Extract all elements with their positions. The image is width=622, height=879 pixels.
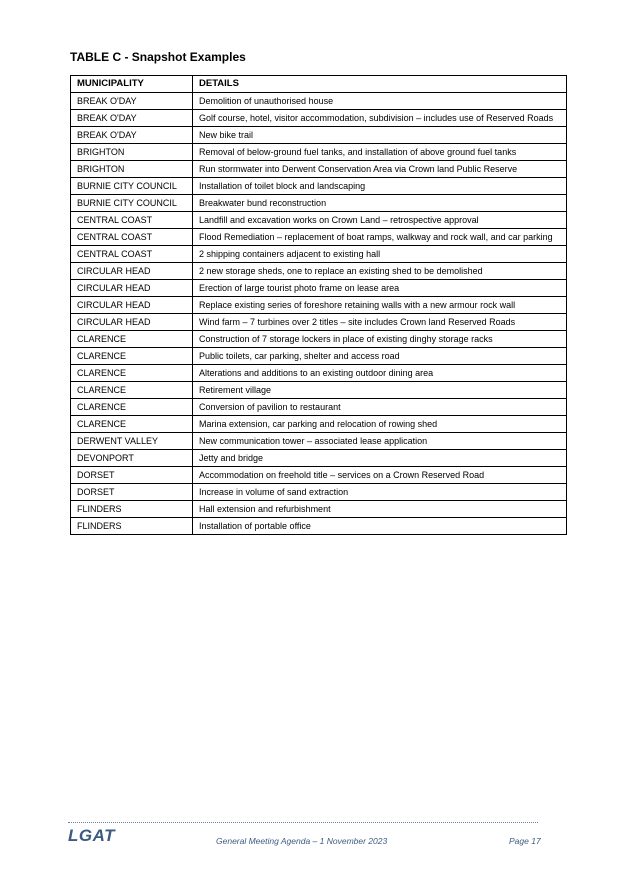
table-row (71, 263, 567, 280)
table-row (71, 382, 567, 399)
details-cell: Landfill and excavation works on Crown Land – retrospective approval (193, 212, 567, 229)
municipality-cell: CLARENCE (71, 399, 193, 416)
details-cell: 2 new storage sheds, one to replace an existing shed to be demolished (193, 263, 567, 280)
table-heading: TABLE C - Snapshot Examples (70, 50, 246, 64)
table-row (71, 110, 567, 127)
table-row (71, 450, 567, 467)
municipality-cell: CLARENCE (71, 416, 193, 433)
details-cell: 2 shipping containers adjacent to existing hall (193, 246, 567, 263)
municipality-cell: CLARENCE (71, 365, 193, 382)
details-cell: Alterations and additions to an existing outdoor dining area (193, 365, 567, 382)
municipality-cell: CIRCULAR HEAD (71, 297, 193, 314)
footer-divider (68, 822, 538, 823)
municipality-cell: CIRCULAR HEAD (71, 280, 193, 297)
municipality-cell: FLINDERS (71, 518, 193, 535)
municipality-cell: DORSET (71, 484, 193, 501)
details-cell: Erection of large tourist photo frame on lease area (193, 280, 567, 297)
details-cell: Installation of portable office (193, 518, 567, 535)
details-cell: Conversion of pavilion to restaurant (193, 399, 567, 416)
municipality-header: MUNICIPALITY (71, 76, 193, 93)
municipality-cell: FLINDERS (71, 501, 193, 518)
municipality-cell: BRIGHTON (71, 144, 193, 161)
details-cell: New communication tower – associated lease application (193, 433, 567, 450)
table-row (71, 297, 567, 314)
municipality-cell: CLARENCE (71, 382, 193, 399)
details-cell: Hall extension and refurbishment (193, 501, 567, 518)
details-cell: Demolition of unauthorised house (193, 93, 567, 110)
table-row (71, 518, 567, 535)
details-cell: New bike trail (193, 127, 567, 144)
details-cell: Removal of below-ground fuel tanks, and installation of above ground fuel tanks (193, 144, 567, 161)
details-cell: Flood Remediation – replacement of boat ramps, walkway and rock wall, and car parking (193, 229, 567, 246)
details-cell: Retirement village (193, 382, 567, 399)
table-row (71, 467, 567, 484)
table-row (71, 501, 567, 518)
table-row (71, 399, 567, 416)
municipality-cell: CIRCULAR HEAD (71, 263, 193, 280)
municipality-cell: BURNIE CITY COUNCIL (71, 195, 193, 212)
table-row (71, 178, 567, 195)
details-cell: Breakwater bund reconstruction (193, 195, 567, 212)
table-row (71, 416, 567, 433)
municipality-cell: CENTRAL COAST (71, 229, 193, 246)
municipality-cell: BURNIE CITY COUNCIL (71, 178, 193, 195)
table-row (71, 331, 567, 348)
details-cell: Jetty and bridge (193, 450, 567, 467)
municipality-cell: BREAK O'DAY (71, 127, 193, 144)
table-row (71, 144, 567, 161)
details-cell: Wind farm – 7 turbines over 2 titles – site includes Crown land Reserved Roads (193, 314, 567, 331)
table-row (71, 93, 567, 110)
table-row (71, 229, 567, 246)
municipality-cell: BRIGHTON (71, 161, 193, 178)
municipality-cell: DEVONPORT (71, 450, 193, 467)
municipality-cell: BREAK O'DAY (71, 93, 193, 110)
details-cell: Run stormwater into Derwent Conservation Area via Crown land Public Reserve (193, 161, 567, 178)
municipality-cell: CENTRAL COAST (71, 212, 193, 229)
lgat-logo: LGAT (68, 826, 116, 845)
table-row (71, 127, 567, 144)
details-header: DETAILS (193, 76, 567, 93)
municipality-cell: DERWENT VALLEY (71, 433, 193, 450)
snapshot-table (70, 75, 567, 535)
table-row (71, 433, 567, 450)
details-cell: Increase in volume of sand extraction (193, 484, 567, 501)
page-number: Page 17 (509, 836, 541, 846)
municipality-cell: CIRCULAR HEAD (71, 314, 193, 331)
table-header-row (71, 76, 567, 93)
municipality-cell: CENTRAL COAST (71, 246, 193, 263)
municipality-cell: CLARENCE (71, 348, 193, 365)
table-row (71, 212, 567, 229)
municipality-cell: CLARENCE (71, 331, 193, 348)
municipality-cell: BREAK O'DAY (71, 110, 193, 127)
details-cell: Public toilets, car parking, shelter and access road (193, 348, 567, 365)
table-row (71, 246, 567, 263)
footer-meeting-title: General Meeting Agenda – 1 November 2023 (216, 836, 388, 846)
table-body (71, 93, 567, 535)
municipality-cell: DORSET (71, 467, 193, 484)
table-row (71, 484, 567, 501)
table-row (71, 161, 567, 178)
details-cell: Golf course, hotel, visitor accommodation, subdivision – includes use of Reserved Roads (193, 110, 567, 127)
details-cell: Accommodation on freehold title – services on a Crown Reserved Road (193, 467, 567, 484)
table-row (71, 348, 567, 365)
details-cell: Installation of toilet block and landscaping (193, 178, 567, 195)
details-cell: Replace existing series of foreshore retaining walls with a new armour rock wall (193, 297, 567, 314)
table-row (71, 195, 567, 212)
table-row (71, 314, 567, 331)
table-row (71, 280, 567, 297)
table-row (71, 365, 567, 382)
details-cell: Construction of 7 storage lockers in place of existing dinghy storage racks (193, 331, 567, 348)
details-cell: Marina extension, car parking and relocation of rowing shed (193, 416, 567, 433)
